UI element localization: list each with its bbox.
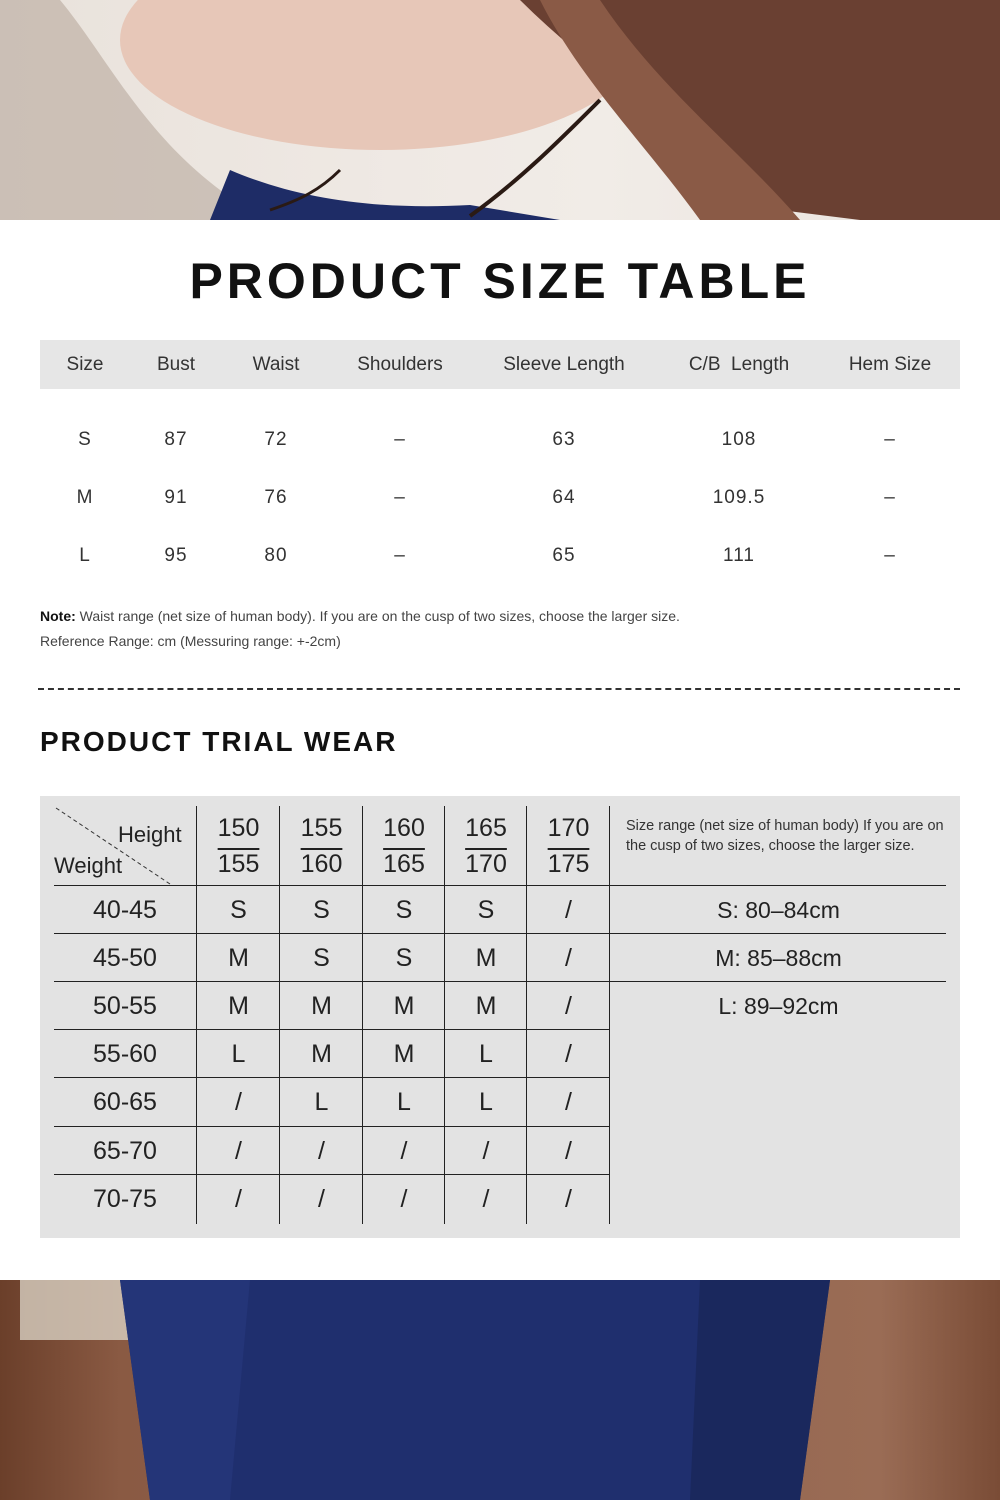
recommended-size-cell: M <box>475 943 497 972</box>
dashed-divider <box>38 688 960 690</box>
height-bottom: 175 <box>547 850 590 878</box>
bottom-product-photo <box>0 1280 1000 1500</box>
cell-shoulders: – <box>394 429 406 450</box>
height-top: 155 <box>300 814 343 842</box>
grid-line <box>54 1174 610 1175</box>
height-header <box>280 806 363 886</box>
header-bust: Bust <box>156 353 196 375</box>
cell-sleeve: 65 <box>552 545 576 566</box>
grid-line <box>54 933 946 934</box>
size-info-panel <box>0 220 1000 1280</box>
recommended-size-cell: / <box>565 1184 572 1213</box>
cell-size: L <box>79 545 91 566</box>
recommended-size-cell: / <box>565 895 572 924</box>
note-line <box>40 604 680 629</box>
height-header <box>363 806 445 886</box>
header-sleeve-length: Sleeve Length <box>503 353 625 375</box>
recommended-size-cell: / <box>482 1184 490 1213</box>
size-note <box>40 604 680 654</box>
recommended-size-cell: L <box>479 1087 493 1116</box>
recommended-size-cell: S <box>477 895 495 924</box>
recommended-size-cell: S <box>313 943 330 972</box>
weight-label: 40-45 <box>93 895 157 924</box>
cell-hem: – <box>884 545 896 566</box>
grid-line <box>54 885 946 886</box>
weight-label: 45-50 <box>93 943 157 972</box>
recommended-size-cell: / <box>235 1136 242 1165</box>
height-bottom: 165 <box>383 850 425 878</box>
cell-waist: 76 <box>264 487 288 508</box>
weight-label: 70-75 <box>93 1184 157 1213</box>
size-table-title: PRODUCT SIZE TABLE <box>189 253 811 309</box>
cell-size: S <box>78 429 92 450</box>
grid-line <box>54 1077 610 1078</box>
grid-line <box>444 806 445 1224</box>
recommended-size-cell: / <box>565 943 572 972</box>
range-l: L: 89–92cm <box>718 992 839 1019</box>
recommended-size-cell: / <box>235 1087 242 1116</box>
top-product-photo <box>0 0 1000 220</box>
recommended-size-cell: / <box>235 1184 242 1213</box>
recommended-size-cell: S <box>313 895 330 924</box>
grid-line <box>54 1029 610 1030</box>
recommended-size-cell: S <box>395 943 413 972</box>
recommended-size-cell: L <box>479 1039 493 1068</box>
height-top: 170 <box>547 814 590 842</box>
range-m: M: 85–88cm <box>715 944 842 971</box>
header-cb-length: C/B Length <box>688 353 790 375</box>
recommended-size-cell: M <box>475 991 497 1020</box>
recommended-size-cell: / <box>565 1136 572 1165</box>
grid-line <box>196 806 197 1224</box>
weight-label: 55-60 <box>93 1039 157 1068</box>
cell-shoulders: – <box>394 487 406 508</box>
table-row <box>40 527 960 585</box>
grid-line <box>526 806 527 1224</box>
recommended-size-cell: M <box>311 991 332 1020</box>
cell-hem: – <box>884 487 896 508</box>
cell-cb-length: 111 <box>723 545 755 566</box>
recommended-size-cell: / <box>565 991 572 1020</box>
recommended-size-cell: L <box>397 1087 411 1116</box>
weight-label: 50-55 <box>93 991 157 1020</box>
grid-line <box>54 981 946 982</box>
cell-shoulders: – <box>394 545 406 566</box>
weight-label: 60-65 <box>93 1087 157 1116</box>
recommended-size-cell: / <box>565 1039 572 1068</box>
recommended-size-cell: M <box>228 991 249 1020</box>
recommended-size-cell: M <box>393 991 415 1020</box>
cell-waist: 80 <box>264 545 288 566</box>
corner-weight-label: Weight <box>54 853 123 878</box>
table-row <box>40 469 960 527</box>
table-row <box>40 411 960 469</box>
recommended-size-cell: / <box>565 1087 572 1116</box>
recommended-size-cell: S <box>230 895 247 924</box>
recommended-size-cell: L <box>231 1039 246 1068</box>
recommended-size-cell: / <box>318 1184 325 1213</box>
height-bottom: 170 <box>465 850 507 878</box>
recommended-size-cell: M <box>311 1039 332 1068</box>
recommended-size-cell: L <box>314 1087 329 1116</box>
height-header <box>445 806 527 886</box>
header-shoulders: Shoulders <box>357 353 443 375</box>
note-text: Waist range (net size of human body). If you are on the cusp of two sizes, choose the larger size. <box>75 608 680 624</box>
cell-bust: 91 <box>164 487 188 508</box>
cell-waist: 72 <box>264 429 288 450</box>
height-top: 160 <box>383 814 425 842</box>
height-top: 150 <box>217 814 260 842</box>
bottom-photo-illustration <box>0 1280 1000 1500</box>
trial-wear-title: PRODUCT TRIAL WEAR <box>40 726 398 757</box>
cell-bust: 87 <box>164 429 188 450</box>
cell-cb-length: 109.5 <box>712 487 766 508</box>
top-photo-illustration <box>0 0 1000 220</box>
cell-bust: 95 <box>164 545 188 566</box>
header-size: Size <box>66 353 104 375</box>
size-range-description: Size range (net size of human body) If you are on the cusp of two sizes, choose the larger size. <box>626 818 944 854</box>
note-label: Note: <box>40 608 76 624</box>
reference-range: Reference Range: cm (Messuring range: +-2cm) <box>40 633 341 649</box>
recommended-size-cell: / <box>482 1136 490 1165</box>
cell-sleeve: 64 <box>552 487 576 508</box>
cell-sleeve: 63 <box>552 429 576 450</box>
cell-hem: – <box>884 429 896 450</box>
height-header <box>197 806 280 886</box>
product-size-table <box>40 340 960 585</box>
recommended-size-cell: / <box>400 1136 408 1165</box>
height-bottom: 155 <box>217 850 260 878</box>
grid-line <box>279 806 280 1224</box>
trial-wear-table <box>40 796 960 1238</box>
recommended-size-cell: / <box>400 1184 408 1213</box>
cell-cb-length: 108 <box>721 429 757 450</box>
height-top: 165 <box>465 814 507 842</box>
recommended-size-cell: / <box>318 1136 325 1165</box>
height-header <box>527 806 610 886</box>
recommended-size-cell: M <box>228 943 249 972</box>
height-bottom: 160 <box>300 850 343 878</box>
header-hem-size: Hem Size <box>848 353 932 375</box>
recommended-size-cell: S <box>395 895 413 924</box>
grid-line <box>362 806 363 1224</box>
size-table-header <box>40 340 960 389</box>
cell-size: M <box>76 487 94 508</box>
header-waist: Waist <box>252 353 300 375</box>
grid-line <box>609 806 610 1224</box>
grid-line <box>54 1126 610 1127</box>
recommended-size-cell: M <box>393 1039 415 1068</box>
weight-label: 65-70 <box>93 1136 157 1165</box>
corner-height-label: Height <box>118 822 182 847</box>
range-s: S: 80–84cm <box>717 896 840 923</box>
